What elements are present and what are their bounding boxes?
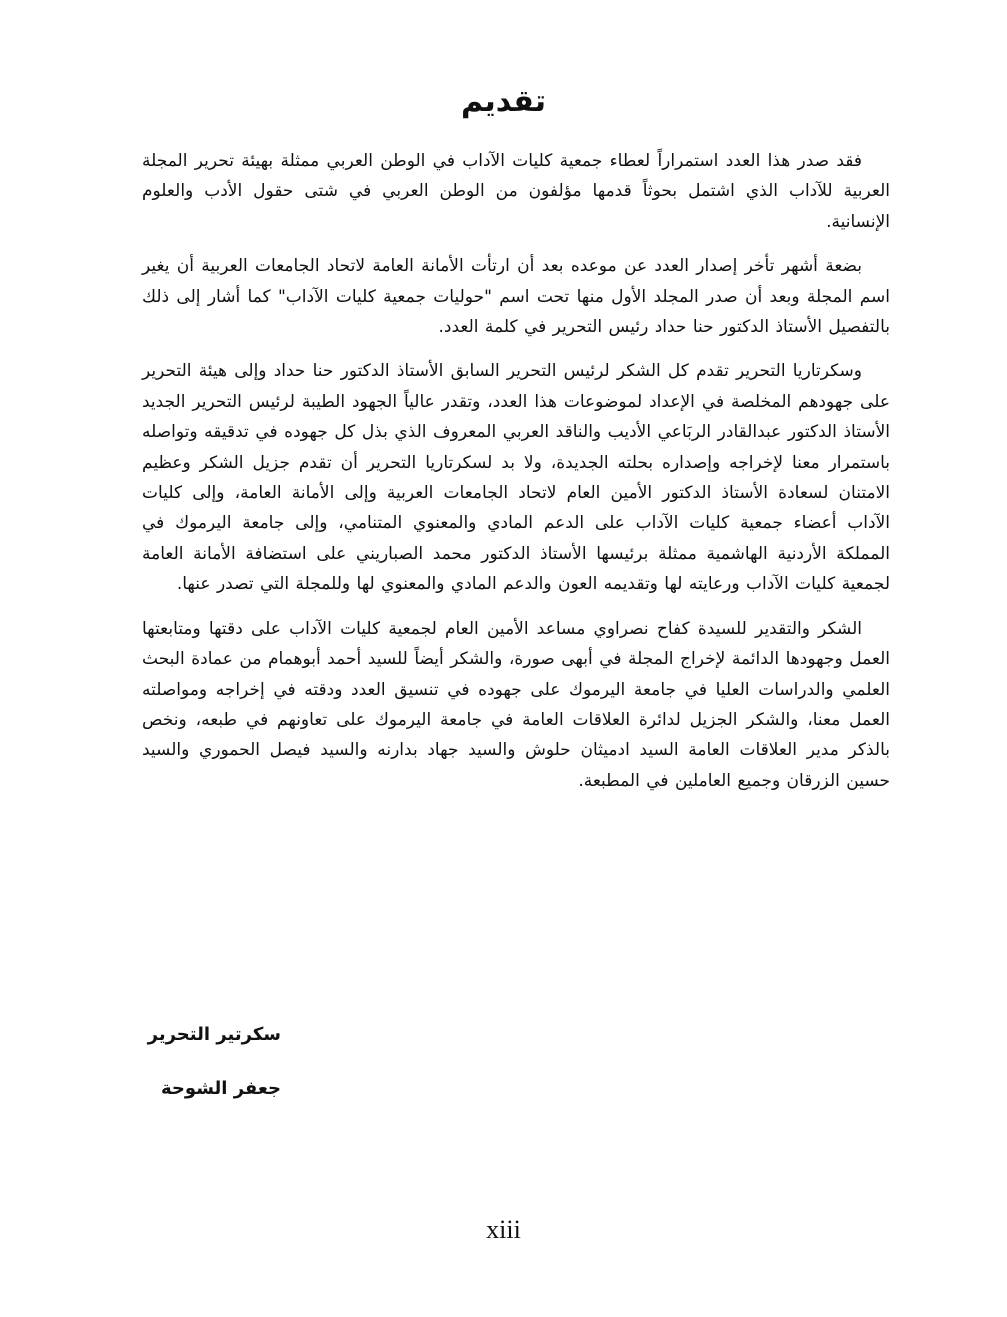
- paragraph-3: وسكرتاريا التحرير تقدم كل الشكر لرئيس التحرير السابق الأستاذ الدكتور حنا حداد وإلى هيئة التحرير على جهودهم المخلصة في الإعداد لموضوعات هذا العدد، وتقدر عالياً الجهود الطيبة لرئيس التحرير الجديد الأستاذ الدكتور عبدالقادر الربَاعي الأديب والناقد العربي المعروف الذي بذل كل جهوده في تدقيقه وتواصله باستمرار معنا لإخراجه وإصداره بحلته الجديدة، ولا بد لسكرتاريا التحرير أن تقدم جزيل الشكر وعظيم الامتنان لسعادة الأستاذ الدكتور الأمين العام لاتحاد الجامعات العربية وإلى الأمانة العامة، وإلى كليات الآداب أعضاء جمعية كليات الآداب على الدعم المادي والمعنوي المتنامي، وإلى جامعة اليرموك في المملكة الأردنية الهاشمية ممثلة برئيسها الأستاذ الدكتور محمد الصباريني على استضافة الأمانة العامة لجمعية كليات الآداب ورعايته لها وتقديمه العون والدعم المادي والمعنوي لها وللمجلة التي تصدر عنها.: [142, 361, 890, 595]
- paragraph-1: فقد صدر هذا العدد استمراراً لعطاء جمعية كليات الآداب في الوطن العربي ممثلة بهيئة تحرير المجلة العربية للآداب الذي اشتمل بحوثاً قدمها مؤلفون من الوطن العربي في شتى حقول الأدب والعلوم الإنسانية.: [142, 151, 890, 232]
- paragraph-2: بضعة أشهر تأخر إصدار العدد عن موعده بعد أن ارتأت الأمانة العامة لاتحاد الجامعات العربية أن يغير اسم المجلة وبعد أن صدر المجلد الأول منها تحت اسم "حوليات جمعية كليات الآداب" كما أشار إلى ذلك بالتفصيل الأستاذ الدكتور حنا حداد رئيس التحرير في كلمة العدد.: [142, 256, 890, 338]
- document-body: [142, 146, 890, 810]
- page-number: xiii: [486, 1215, 521, 1244]
- signature-name: جعفر الشوحة: [161, 1078, 281, 1099]
- signature-role: سكرتير التحرير: [147, 1024, 281, 1045]
- paragraph-4: الشكر والتقدير للسيدة كفاح نصراوي مساعد الأمين العام لجمعية كليات الآداب على دقتها ومتابعتها العمل وجهودها الدائمة لإخراج المجلة في أبهى صورة، والشكر أيضاً للسيد أحمد أبوهمام من عمادة البحث العلمي والدراسات العليا في جامعة اليرموك على جهوده في تنسيق العدد ودقته في إخراجه ومواصلته العمل معنا، والشكر الجزيل لدائرة العلاقات العامة في جامعة اليرموك على تعاونهم في طبعه، ونخص بالذكر مدير العلاقات العامة السيد ادميثان حلوش والسيد جهاد بدارنه والسيد فيصل الحموري والسيد حسين الزرقان وجميع العاملين في المطبعة.: [142, 618, 890, 791]
- page-title: تقديم: [461, 84, 546, 119]
- signature-block: [81, 1020, 281, 1128]
